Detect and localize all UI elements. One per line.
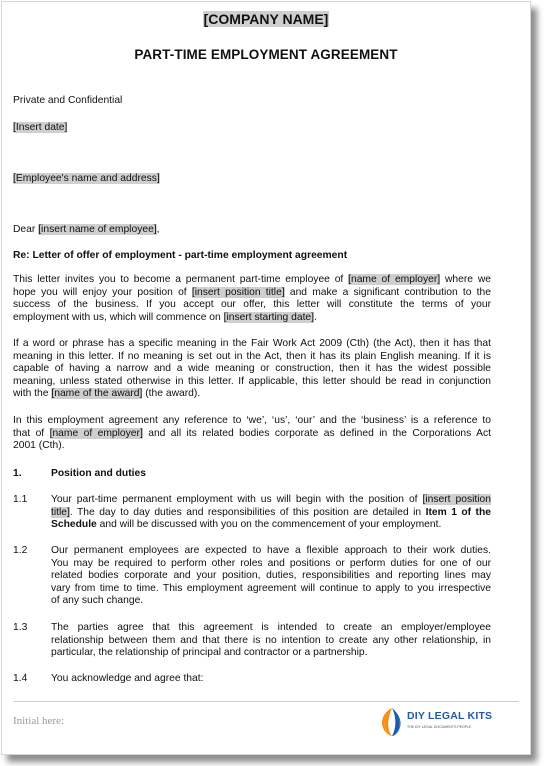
employer-placeholder: [name of employer] [348, 274, 441, 285]
logo-subtitle: THE DIY LEGAL DOCUMENTS PEOPLE [407, 725, 472, 729]
section-number: 1. [13, 468, 22, 479]
salutation-end: , [156, 224, 160, 235]
text: that of [13, 427, 50, 439]
private-confidential: Private and Confidential [13, 95, 123, 106]
clause-1-2 [51, 545, 491, 608]
para-line: The parties agree that this agreement is intended to create an employer/employee [51, 622, 491, 633]
date-line [13, 122, 67, 133]
company-name-placeholder: [COMPANY NAME] [203, 11, 329, 27]
para-line [13, 274, 491, 287]
clause-1-4: You acknowledge and agree that: [51, 673, 204, 684]
paragraph-invitation [13, 274, 491, 324]
para-line: of any such change. [51, 595, 144, 607]
text: This letter invites you to become a permanent part-time employee of [13, 274, 349, 285]
position-placeholder: [insert position title] [191, 286, 285, 298]
para-line: related bodies corporate and your position, duties, responsibilities and reporting lines may [51, 570, 491, 582]
document-page [1, 1, 531, 755]
text: (the award). [142, 388, 201, 400]
para-line: If a word or phrase has a specific meaning in the Fair Work Act 2009 (Cth) (the Act), then it has that [13, 338, 491, 349]
start-date-placeholder: [insert starting date] [223, 311, 315, 323]
salutation [13, 224, 160, 235]
logo-mark-icon [377, 706, 407, 738]
paragraph-references [13, 415, 491, 453]
text: Your part-time permanent employment with us will begin with the position of [51, 494, 423, 505]
footer-divider [13, 701, 519, 702]
para-line [13, 388, 491, 401]
para-line: 2001 (Cth). [13, 440, 65, 452]
text: . The day to day duties and responsibilities of this position are detailed in [69, 506, 426, 518]
text: employment with us, which will commence on [13, 311, 224, 323]
para-line: capable of having a narrow and a wide meaning or construction, then it has the widest possible [13, 363, 491, 375]
para-line: meaning in this letter. If no meaning is set out in the Act, then it has its plain English meaning. If it is [13, 350, 491, 362]
para-line [13, 287, 491, 300]
text: Schedule [51, 519, 97, 531]
text: where we [440, 274, 491, 285]
para-line [13, 428, 491, 441]
position-placeholder: title] [51, 506, 70, 518]
para-line: You may be required to perform other roles and positions or perform duties for one of our [51, 557, 491, 569]
para-line: Our permanent employees are expected to have a flexible approach to their work duties. [51, 545, 491, 556]
initial-here-label: Initial here: [13, 715, 65, 727]
para-line [13, 312, 491, 325]
document-title: PART-TIME EMPLOYMENT AGREEMENT [134, 47, 398, 62]
logo-text: DIY LEGAL KITS [407, 710, 493, 722]
clause-number: 1.2 [13, 545, 28, 556]
para-line: particular, the relationship of principal and contractor or a partnership. [51, 647, 368, 659]
para-line [51, 494, 491, 507]
employer-placeholder: [name of employer] [49, 427, 143, 439]
text: and make a significant contribution to the [284, 286, 491, 298]
award-placeholder: [name of the award] [51, 388, 143, 400]
date-placeholder: [Insert date] [13, 122, 68, 133]
text: and will be discussed with you on the commencement of your employment. [96, 519, 442, 531]
employee-address-line [13, 173, 160, 184]
diy-legal-kits-logo [377, 706, 522, 740]
section-heading: Position and duties [51, 468, 146, 479]
company-name [2, 11, 530, 29]
employee-name-placeholder: [insert name of employee] [38, 224, 157, 235]
text: . [314, 311, 317, 323]
clause-1-1 [51, 494, 491, 532]
clause-1-3 [51, 622, 491, 660]
para-line: meaning, unless stated otherwise in this letter. If applicable, this letter should be read in conjunction [13, 375, 491, 387]
para-line: success of the business. If you accept our offer, this letter will constitute the terms of your [13, 299, 491, 311]
text: and all its related bodies corporate as defined in the Corporations Act [142, 427, 492, 439]
position-placeholder: [insert position [422, 494, 491, 505]
re-line: Re: Letter of offer of employment - part-time employment agreement [13, 250, 348, 261]
para-line: In this employment agreement any reference to ‘we’, ‘us’, ‘our’ and the ‘business’ is a reference to [13, 415, 491, 426]
para-line [51, 519, 491, 532]
clause-number: 1.4 [13, 673, 28, 684]
para-line: relationship between them and that there is no intention to create any other relationship, in [51, 634, 491, 646]
text: hope you will enjoy your position of [13, 286, 192, 298]
text: Item 1 of the [425, 506, 491, 518]
paragraph-definitions [13, 338, 491, 401]
employee-address-placeholder: [Employee's name and address] [13, 173, 160, 184]
salutation-text: Dear [13, 224, 39, 235]
para-line [51, 507, 491, 520]
clause-number: 1.1 [13, 494, 28, 505]
clause-number: 1.3 [13, 622, 28, 633]
para-line: vary from time to time. This employment agreement will continue to apply to you irrespective [51, 582, 491, 594]
text: with the [13, 388, 52, 400]
